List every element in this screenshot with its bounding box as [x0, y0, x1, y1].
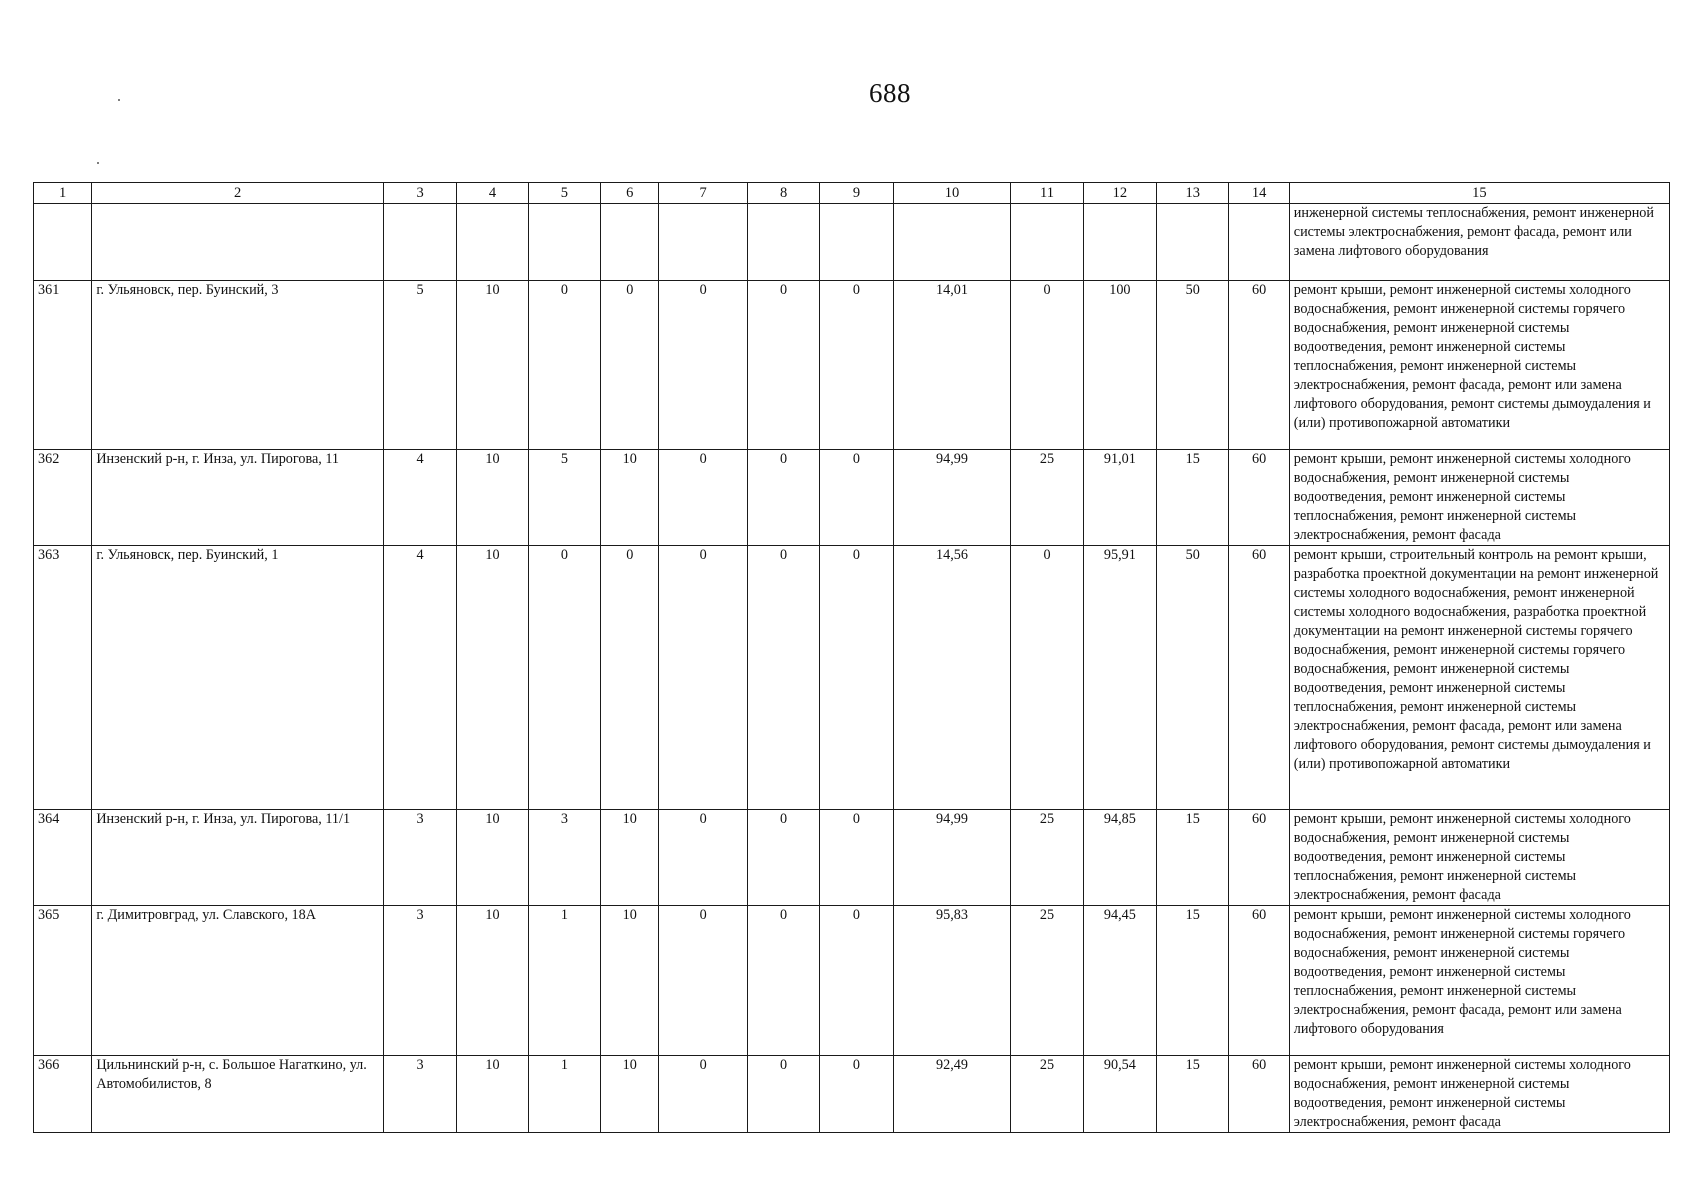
value-cell: 95,83	[893, 906, 1011, 1056]
column-header: 13	[1157, 183, 1229, 204]
scan-speck	[118, 99, 120, 101]
column-header: 14	[1229, 183, 1289, 204]
value-cell: 25	[1011, 810, 1083, 906]
column-header: 15	[1289, 183, 1669, 204]
value-cell: 0	[659, 1056, 747, 1133]
works-cell: ремонт крыши, ремонт инженерной системы холодного водоснабжения, ремонт инженерной системы горячего водоснабжения, ремонт инженерной системы водоотведения, ремонт инженерной системы теплоснабжения, ремонт инженерной системы электроснабжения, ремонт фасада, ремонт или замена лифтового оборудования	[1289, 906, 1669, 1056]
value-cell: 0	[820, 1056, 893, 1133]
value-cell: 25	[1011, 450, 1083, 546]
value-cell: 0	[659, 906, 747, 1056]
address-cell: г. Ульяновск, пер. Буинский, 3	[92, 281, 384, 450]
value-cell: 60	[1229, 810, 1289, 906]
table-row	[34, 546, 1670, 810]
value-cell: 0	[820, 810, 893, 906]
scan-speck	[97, 162, 99, 164]
value-cell: 14,56	[893, 546, 1011, 810]
value-cell: 92,49	[893, 1056, 1011, 1133]
value-cell: 1	[528, 1056, 600, 1133]
column-header: 3	[383, 183, 456, 204]
works-cell: ремонт крыши, ремонт инженерной системы холодного водоснабжения, ремонт инженерной системы горячего водоснабжения, ремонт инженерной системы водоотведения, ремонт инженерной системы теплоснабжения, ремонт инженерной системы электроснабжения, ремонт фасада, ремонт или замена лифтового оборудования, ремонт системы дымоудаления и (или) противопожарной автоматики	[1289, 281, 1669, 450]
column-header: 1	[34, 183, 92, 204]
page-number: 688	[869, 78, 911, 108]
value-cell: 10	[601, 906, 659, 1056]
column-header: 4	[457, 183, 528, 204]
table-row	[34, 281, 1670, 450]
value-cell: 4	[383, 546, 456, 810]
value-cell: 0	[601, 281, 659, 450]
value-cell: 0	[1011, 546, 1083, 810]
value-cell: 10	[457, 281, 528, 450]
value-cell: 3	[528, 810, 600, 906]
works-cell: ремонт крыши, ремонт инженерной системы холодного водоснабжения, ремонт инженерной системы водоотведения, ремонт инженерной системы электроснабжения, ремонт фасада	[1289, 1056, 1669, 1133]
row-number: 365	[34, 906, 92, 1056]
address-cell: г. Ульяновск, пер. Буинский, 1	[92, 546, 384, 810]
value-cell: 94,99	[893, 810, 1011, 906]
value-cell: 0	[528, 546, 600, 810]
row-number: 361	[34, 281, 92, 450]
table-row	[34, 1056, 1670, 1133]
value-cell: 10	[601, 450, 659, 546]
column-header: 6	[601, 183, 659, 204]
value-cell: 60	[1229, 546, 1289, 810]
value-cell: 10	[457, 1056, 528, 1133]
value-cell: 5	[383, 281, 456, 450]
value-cell: 10	[601, 1056, 659, 1133]
value-cell: 94,99	[893, 450, 1011, 546]
value-cell: 5	[528, 450, 600, 546]
value-cell: 60	[1229, 906, 1289, 1056]
value-cell: 10	[457, 810, 528, 906]
value-cell: 0	[747, 281, 819, 450]
column-header: 12	[1083, 183, 1156, 204]
value-cell: 0	[1011, 281, 1083, 450]
value-cell: 94,45	[1083, 906, 1156, 1056]
value-cell: 25	[1011, 1056, 1083, 1133]
value-cell: 25	[1011, 906, 1083, 1056]
value-cell: 0	[659, 450, 747, 546]
value-cell: 15	[1157, 450, 1229, 546]
value-cell: 90,54	[1083, 1056, 1156, 1133]
value-cell: 0	[747, 1056, 819, 1133]
address-cell: г. Димитровград, ул. Славского, 18А	[92, 906, 384, 1056]
table-row	[34, 906, 1670, 1056]
address-cell: Инзенский р-н, г. Инза, ул. Пирогова, 11/1	[92, 810, 384, 906]
column-header: 11	[1011, 183, 1083, 204]
row-number: 362	[34, 450, 92, 546]
column-header: 9	[820, 183, 893, 204]
value-cell: 0	[747, 906, 819, 1056]
value-cell: 15	[1157, 810, 1229, 906]
value-cell: 15	[1157, 1056, 1229, 1133]
works-cell: ремонт крыши, строительный контроль на ремонт крыши, разработка проектной документации на ремонт инженерной системы холодного водоснабжения, ремонт инженерной системы холодного водоснабжения, разработка проектной документации на ремонт инженерной системы горячего водоснабжения, ремонт инженерной системы горячего водоснабжения, ремонт инженерной системы водоотведения, ремонт инженерной системы теплоснабжения, ремонт инженерной системы электроснабжения, ремонт фасада, ремонт или замена лифтового оборудования, ремонт системы дымоудаления и (или) противопожарной автоматики	[1289, 546, 1669, 810]
value-cell: 4	[383, 450, 456, 546]
value-cell: 91,01	[1083, 450, 1156, 546]
value-cell: 0	[747, 810, 819, 906]
row-number: 366	[34, 1056, 92, 1133]
value-cell: 0	[747, 450, 819, 546]
value-cell: 10	[601, 810, 659, 906]
column-header: 2	[92, 183, 384, 204]
value-cell: 0	[659, 810, 747, 906]
column-header: 8	[747, 183, 819, 204]
column-header: 5	[528, 183, 600, 204]
column-header: 7	[659, 183, 747, 204]
value-cell: 15	[1157, 906, 1229, 1056]
value-cell: 0	[747, 546, 819, 810]
address-cell: Инзенский р-н, г. Инза, ул. Пирогова, 11	[92, 450, 384, 546]
works-cell: ремонт крыши, ремонт инженерной системы холодного водоснабжения, ремонт инженерной системы водоотведения, ремонт инженерной системы теплоснабжения, ремонт инженерной системы электроснабжения, ремонт фасада	[1289, 810, 1669, 906]
works-cell: инженерной системы теплоснабжения, ремонт инженерной системы электроснабжения, ремонт фасада, ремонт или замена лифтового оборудования	[1289, 204, 1669, 281]
table-row-continuation	[34, 204, 1670, 281]
value-cell: 10	[457, 450, 528, 546]
value-cell: 60	[1229, 1056, 1289, 1133]
value-cell: 3	[383, 810, 456, 906]
value-cell: 3	[383, 906, 456, 1056]
value-cell: 50	[1157, 281, 1229, 450]
row-number: 364	[34, 810, 92, 906]
value-cell: 94,85	[1083, 810, 1156, 906]
value-cell: 1	[528, 906, 600, 1056]
value-cell: 0	[659, 281, 747, 450]
table-row	[34, 810, 1670, 906]
address-cell: Цильнинский р-н, с. Большое Нагаткино, ул. Автомобилистов, 8	[92, 1056, 384, 1133]
value-cell: 0	[820, 906, 893, 1056]
value-cell: 0	[659, 546, 747, 810]
value-cell: 14,01	[893, 281, 1011, 450]
value-cell: 0	[528, 281, 600, 450]
value-cell: 50	[1157, 546, 1229, 810]
value-cell: 60	[1229, 450, 1289, 546]
works-cell: ремонт крыши, ремонт инженерной системы холодного водоснабжения, ремонт инженерной системы водоотведения, ремонт инженерной системы теплоснабжения, ремонт инженерной системы электроснабжения, ремонт фасада	[1289, 450, 1669, 546]
registry-table	[33, 182, 1670, 1133]
value-cell: 100	[1083, 281, 1156, 450]
value-cell: 3	[383, 1056, 456, 1133]
value-cell: 0	[820, 281, 893, 450]
value-cell: 95,91	[1083, 546, 1156, 810]
row-number: 363	[34, 546, 92, 810]
value-cell: 0	[820, 450, 893, 546]
value-cell: 0	[601, 546, 659, 810]
value-cell: 10	[457, 546, 528, 810]
column-number-row	[34, 183, 1670, 204]
table-row	[34, 450, 1670, 546]
value-cell: 10	[457, 906, 528, 1056]
value-cell: 0	[820, 546, 893, 810]
column-header: 10	[893, 183, 1011, 204]
value-cell: 60	[1229, 281, 1289, 450]
